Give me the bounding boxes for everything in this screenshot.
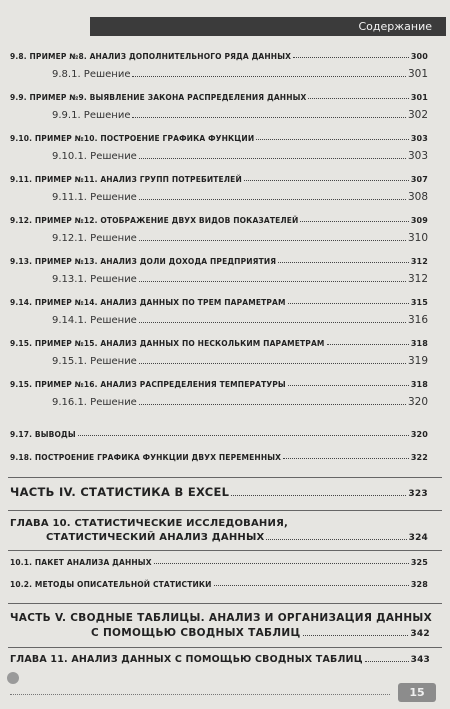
toc-entry-page: 310 bbox=[407, 232, 428, 244]
toc-entry-chapter-11[interactable] bbox=[10, 654, 430, 665]
toc-entry-page: 320 bbox=[407, 396, 428, 408]
toc-entry-title: ГЛАВА 11. АНАЛИЗ ДАННЫХ С ПОМОЩЬЮ СВОДНЫХ ТАБЛИЦ bbox=[10, 654, 363, 665]
toc-entry-title: 9.16.1. Решение bbox=[52, 397, 137, 408]
leader-dots bbox=[365, 661, 409, 662]
toc-entry-10-2[interactable] bbox=[10, 580, 428, 589]
leader-dots bbox=[293, 57, 409, 58]
toc-entry-page: 318 bbox=[410, 339, 428, 348]
toc-entry-9-13[interactable] bbox=[10, 257, 428, 266]
footer-dotted-rule bbox=[10, 694, 390, 695]
toc-entry-title: ЧАСТЬ IV. СТАТИСТИКА В EXCEL bbox=[10, 485, 230, 499]
toc-entry-9-12-1[interactable] bbox=[52, 232, 428, 244]
leader-dots bbox=[139, 281, 406, 282]
leader-dots bbox=[139, 404, 406, 405]
page-number-badge: 15 bbox=[398, 683, 436, 702]
toc-entry-title: 10.1. ПАКЕТ АНАЛИЗА ДАННЫХ bbox=[10, 558, 152, 567]
toc-entry-9-15-1[interactable] bbox=[52, 355, 428, 367]
leader-dots bbox=[327, 344, 409, 345]
toc-entry-title: 9.12.1. Решение bbox=[52, 233, 137, 244]
toc-entry-title: 9.14.1. Решение bbox=[52, 315, 137, 326]
leader-dots bbox=[139, 158, 406, 159]
leader-dots bbox=[214, 585, 409, 586]
leader-dots bbox=[288, 303, 409, 304]
toc-entry-title: 10.2. МЕТОДЫ ОПИСАТЕЛЬНОЙ СТАТИСТИКИ bbox=[10, 580, 212, 589]
leader-dots bbox=[139, 199, 406, 200]
toc-entry-title: 9.15.1. Решение bbox=[52, 356, 137, 367]
toc-entry-page: 316 bbox=[407, 314, 428, 326]
toc-entry-9-18[interactable] bbox=[10, 453, 428, 462]
leader-dots bbox=[244, 180, 409, 181]
toc-entry-title: 9.11.1. Решение bbox=[52, 192, 137, 203]
toc-entry-page: 300 bbox=[410, 52, 428, 61]
toc-entry-9-13-1[interactable] bbox=[52, 273, 428, 285]
leader-dots bbox=[139, 363, 406, 364]
toc-entry-title: 9.15. ПРИМЕР №16. АНАЛИЗ РАСПРЕДЕЛЕНИЯ ТЕМПЕРАТУРЫ bbox=[10, 380, 286, 389]
toc-entry-title: 9.9. ПРИМЕР №9. ВЫЯВЛЕНИЕ ЗАКОНА РАСПРЕДЕЛЕНИЯ ДАННЫХ bbox=[10, 93, 307, 102]
toc-entry-part-4[interactable] bbox=[10, 485, 428, 499]
toc-entry-page: 342 bbox=[410, 629, 430, 639]
toc-entry-page: 323 bbox=[408, 489, 428, 499]
header-title: Содержание bbox=[358, 20, 432, 33]
toc-entry-9-11[interactable] bbox=[10, 175, 428, 184]
toc-entry-page: 320 bbox=[410, 430, 428, 439]
toc-entry-9-16-1[interactable] bbox=[52, 396, 428, 408]
toc-entry-page: 343 bbox=[410, 655, 430, 665]
toc-entry-page: 303 bbox=[407, 150, 428, 162]
leader-dots bbox=[256, 139, 409, 140]
leader-dots bbox=[139, 240, 406, 241]
toc-entry-part-5[interactable] bbox=[91, 627, 430, 639]
toc-entry-9-15[interactable] bbox=[10, 339, 428, 348]
toc-entry-title: 9.9.1. Решение bbox=[52, 110, 131, 121]
toc-entry-page: 328 bbox=[410, 580, 428, 589]
toc-entry-title: С ПОМОЩЬЮ СВОДНЫХ ТАБЛИЦ bbox=[91, 627, 301, 639]
toc-entry-page: 307 bbox=[410, 175, 428, 184]
divider bbox=[8, 510, 442, 511]
leader-dots bbox=[283, 458, 409, 459]
toc-entry-page: 318 bbox=[410, 380, 428, 389]
toc-entry-page: 315 bbox=[410, 298, 428, 307]
toc-entry-page: 324 bbox=[408, 533, 428, 543]
toc-entry-title: 9.15. ПРИМЕР №15. АНАЛИЗ ДАННЫХ ПО НЕСКОЛЬКИМ ПАРАМЕТРАМ bbox=[10, 339, 325, 348]
toc-entry-page: 308 bbox=[407, 191, 428, 203]
divider bbox=[8, 647, 442, 648]
divider bbox=[8, 550, 442, 551]
toc-entry-9-11-1[interactable] bbox=[52, 191, 428, 203]
toc-entry-page: 303 bbox=[410, 134, 428, 143]
toc-entry-10-1[interactable] bbox=[10, 558, 428, 567]
toc-entry-title: 9.11. ПРИМЕР №11. АНАЛИЗ ГРУПП ПОТРЕБИТЕЛЕЙ bbox=[10, 175, 242, 184]
toc-entry-title: 9.13.1. Решение bbox=[52, 274, 137, 285]
toc-entry-9-16[interactable] bbox=[10, 380, 428, 389]
toc-entry-9-14-1[interactable] bbox=[52, 314, 428, 326]
leader-dots bbox=[154, 563, 409, 564]
toc-entry-title: 9.12. ПРИМЕР №12. ОТОБРАЖЕНИЕ ДВУХ ВИДОВ ПОКАЗАТЕЛЕЙ bbox=[10, 216, 299, 225]
leader-dots bbox=[303, 635, 409, 636]
leader-dots bbox=[308, 98, 408, 99]
leader-dots bbox=[132, 117, 405, 118]
leader-dots bbox=[300, 221, 408, 222]
toc-entry-title: 9.13. ПРИМЕР №13. АНАЛИЗ ДОЛИ ДОХОДА ПРЕДПРИЯТИЯ bbox=[10, 257, 277, 266]
leader-dots bbox=[139, 322, 406, 323]
divider bbox=[8, 603, 442, 604]
footer-circle-ornament bbox=[7, 672, 19, 684]
toc-entry-page: 312 bbox=[410, 257, 428, 266]
leader-dots bbox=[278, 262, 409, 263]
toc-entry-9-10-1[interactable] bbox=[52, 150, 428, 162]
divider bbox=[8, 477, 442, 478]
toc-entry-page: 312 bbox=[407, 273, 428, 285]
toc-entry-9-8[interactable] bbox=[10, 52, 428, 61]
toc-entry-chapter-10-line1[interactable]: ГЛАВА 10. СТАТИСТИЧЕСКИЕ ИССЛЕДОВАНИЯ, bbox=[10, 518, 288, 529]
toc-entry-title: 9.14. ПРИМЕР №14. АНАЛИЗ ДАННЫХ ПО ТРЕМ ПАРАМЕТРАМ bbox=[10, 298, 286, 307]
header-bar bbox=[90, 17, 446, 36]
toc-entry-title: 9.10. ПРИМЕР №10. ПОСТРОЕНИЕ ГРАФИКА ФУНКЦИИ bbox=[10, 134, 255, 143]
toc-entry-title: 9.8.1. Решение bbox=[52, 69, 131, 80]
toc-entry-page: 301 bbox=[410, 93, 428, 102]
toc-entry-title: 9.17. ВЫВОДЫ bbox=[10, 430, 76, 439]
toc-entry-title: 9.10.1. Решение bbox=[52, 151, 137, 162]
toc-entry-page: 322 bbox=[410, 453, 428, 462]
toc-entry-9-8-1[interactable] bbox=[52, 68, 428, 80]
toc-entry-9-9-1[interactable] bbox=[52, 109, 428, 121]
toc-entry-title: 9.18. ПОСТРОЕНИЕ ГРАФИКА ФУНКЦИИ ДВУХ ПЕРЕМЕННЫХ bbox=[10, 453, 282, 462]
toc-entry-9-9[interactable] bbox=[10, 93, 428, 102]
leader-dots bbox=[288, 385, 409, 386]
leader-dots bbox=[266, 539, 406, 540]
toc-entry-9-12[interactable] bbox=[10, 216, 428, 225]
toc-entry-title: СТАТИСТИЧЕСКИЙ АНАЛИЗ ДАННЫХ bbox=[46, 532, 265, 543]
toc-entry-page: 325 bbox=[410, 558, 428, 567]
leader-dots bbox=[132, 76, 405, 77]
toc-entry-page: 309 bbox=[410, 216, 428, 225]
leader-dots bbox=[231, 495, 406, 496]
leader-dots bbox=[78, 435, 409, 436]
toc-entry-9-14[interactable] bbox=[10, 298, 428, 307]
toc-entry-9-10[interactable] bbox=[10, 134, 428, 143]
toc-entry-page: 302 bbox=[407, 109, 428, 121]
toc-entry-chapter-10[interactable] bbox=[46, 532, 428, 543]
toc-entry-9-17[interactable] bbox=[10, 430, 428, 439]
toc-entry-page: 301 bbox=[407, 68, 428, 80]
toc-entry-page: 319 bbox=[407, 355, 428, 367]
toc-entry-title: 9.8. ПРИМЕР №8. АНАЛИЗ ДОПОЛНИТЕЛЬНОГО РЯДА ДАННЫХ bbox=[10, 52, 292, 61]
toc-entry-part-5-line1[interactable]: ЧАСТЬ V. СВОДНЫЕ ТАБЛИЦЫ. АНАЛИЗ И ОРГАНИЗАЦИЯ ДАННЫХ bbox=[10, 612, 433, 624]
